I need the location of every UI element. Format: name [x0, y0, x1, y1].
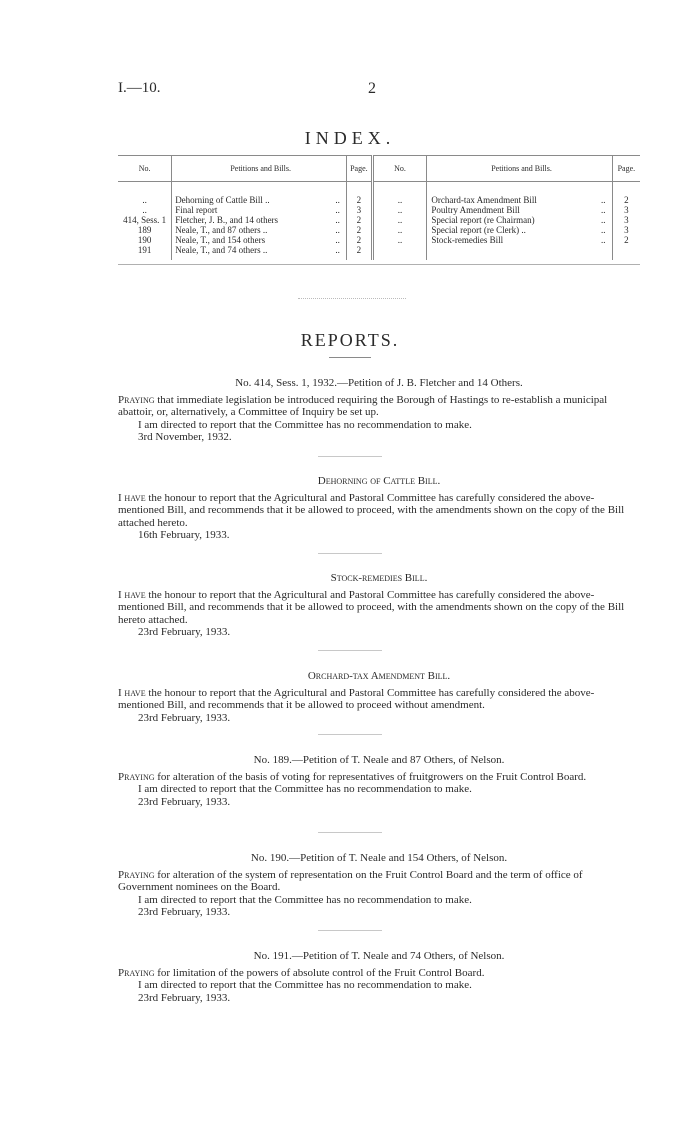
report-petition-190 [118, 852, 640, 919]
index-row: 191 Neale, T., and 74 others .. .. 2 [118, 245, 640, 260]
report-body: that immediate legislation be introduced requiring the Borough of Hastings to re-establish a municipal abattoir, or, alternatively, a Committee of Inquiry be set up. [118, 393, 608, 419]
report-lead: I have [118, 491, 146, 504]
report-lead: Praying [118, 770, 155, 783]
report-date: 23rd February, 1933. [138, 906, 231, 919]
report-heading: Dehorning of Cattle Bill. [317, 475, 441, 487]
report-date: 3rd November, 1932. [138, 431, 232, 444]
report-divider [318, 832, 382, 833]
report-body: for alteration of the basis of voting for representatives of fruitgrowers on the Fruit Control Board. [157, 770, 587, 783]
report-petition-189 [118, 754, 640, 808]
report-body: the honour to report that the Agricultural and Pastoral Committee has carefully considered the above-mentioned Bill, and recommends that it be allowed to proceed without amendment. [118, 686, 595, 712]
col-no-2: No. [372, 156, 427, 182]
report-body: for alteration of the system of representation on the Fruit Control Board and the term of office of Government nominees on the Board. [118, 868, 583, 894]
report-dehorning-bill [118, 475, 640, 542]
report-date: 23rd February, 1933. [138, 711, 231, 724]
report-petition-191 [118, 950, 640, 1004]
col-page-2: Page. [612, 156, 640, 182]
report-lead: Praying [118, 966, 155, 979]
report-lead: Praying [118, 868, 155, 881]
document-reference: I.—10. [118, 80, 161, 96]
report-body: the honour to report that the Agricultural and Pastoral Committee has carefully considered the above-mentioned Bill, and recommends that it be allowed to proceed, with the amendments shown on the copy of the Bill hereto attached. [118, 588, 625, 626]
report-heading: No. 190.—Petition of T. Neale and 154 Others, of Nelson. [250, 852, 508, 864]
report-divider [318, 650, 382, 651]
report-body: the honour to report that the Agricultural and Pastoral Committee has carefully considered the above-mentioned Bill, and recommends that it be allowed to proceed, with the amendments shown on the copy of the Bill attached hereto. [118, 491, 625, 529]
report-divider [318, 456, 382, 457]
section-divider [298, 298, 406, 299]
report-date: 23rd February, 1933. [138, 795, 231, 808]
report-stock-remedies-bill [118, 572, 640, 639]
report-heading: No. 414, Sess. 1, 1932.—Petition of J. B. Fletcher and 14 Others. [235, 377, 523, 389]
index-row: 189 Neale, T., and 87 others .. .. 2 .. Special report (re Clerk) .. .. 3 [118, 225, 640, 235]
report-petition-414 [118, 377, 640, 444]
report-lead: Praying [118, 393, 155, 406]
page-number: 2 [368, 80, 376, 97]
index-row: 414, Sess. 1 Fletcher, J. B., and 14 others .. 2 .. Special report (re Chairman) .. 3 [118, 215, 640, 225]
report-direction: I am directed to report that the Committee has no recommendation to make. [138, 979, 472, 992]
title-rule [329, 357, 371, 358]
report-heading: No. 191.—Petition of T. Neale and 74 Others, of Nelson. [253, 950, 505, 962]
index-bottom-rule [118, 260, 640, 265]
report-heading: No. 189.—Petition of T. Neale and 87 Others, of Nelson. [253, 754, 505, 766]
report-divider [318, 930, 382, 931]
col-page: Page. [347, 156, 373, 182]
report-date: 23rd February, 1933. [138, 991, 231, 1004]
index-table [118, 155, 640, 265]
report-lead: I have [118, 588, 146, 601]
index-row: .. Final report .. 3 .. Poultry Amendment Bill .. 3 [118, 205, 640, 215]
report-orchard-tax-bill [118, 670, 640, 724]
report-divider [318, 734, 382, 735]
col-petitions-2: Petitions and Bills. [427, 156, 612, 182]
report-divider [318, 553, 382, 554]
report-date: 23rd February, 1933. [138, 626, 231, 639]
report-lead: I have [118, 686, 146, 699]
report-body: for limitation of the powers of absolute control of the Fruit Control Board. [157, 966, 485, 979]
report-heading: Stock-remedies Bill. [330, 572, 428, 584]
report-direction: I am directed to report that the Committee has no recommendation to make. [138, 893, 472, 906]
index-row: 190 Neale, T., and 154 others .. 2 .. Stock-remedies Bill .. 2 [118, 235, 640, 245]
col-petitions: Petitions and Bills. [172, 156, 347, 182]
index-row: .. Dehorning of Cattle Bill .. .. 2 .. Orchard-tax Amendment Bill .. 2 [118, 182, 640, 206]
index-title: INDEX. [304, 128, 396, 148]
report-direction: I am directed to report that the Committee has no recommendation to make. [138, 418, 472, 431]
report-date: 16th February, 1933. [138, 529, 230, 542]
report-direction: I am directed to report that the Committee has no recommendation to make. [138, 783, 472, 796]
index-header-row [118, 156, 640, 182]
report-heading: Orchard-tax Amendment Bill. [307, 670, 451, 682]
reports-title: REPORTS. [300, 330, 400, 350]
col-no: No. [118, 156, 172, 182]
